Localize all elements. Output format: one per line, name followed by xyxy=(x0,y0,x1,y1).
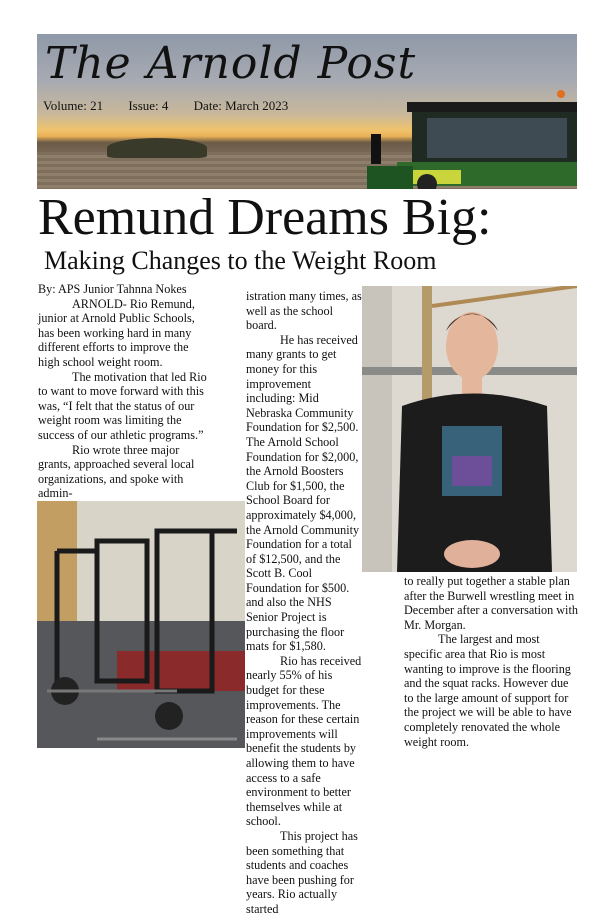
paragraph: Rio wrote three major grants, approached several local organizations, and spoke with admin- xyxy=(38,442,195,501)
weight-room-photo xyxy=(37,501,245,748)
volume-label: Volume: 21 xyxy=(43,98,104,113)
article-column-1 xyxy=(38,282,210,501)
rio-remund-photo xyxy=(362,286,577,572)
issue-label: Issue: 4 xyxy=(128,98,169,113)
date-label: Date: March 2023 xyxy=(193,98,289,113)
article-column-2 xyxy=(246,289,362,917)
paragraph: The largest and most specific area that Rio is most wanting to improve is the flooring and the squat racks. However due to the large amount of support for the project we will be able to have completely renovated the whole weight room. xyxy=(404,632,572,749)
masthead-trees xyxy=(107,138,207,158)
newspaper-title: The Arnold Post xyxy=(45,38,417,89)
subheadline: Making Changes to the Weight Room xyxy=(44,246,437,275)
issue-info xyxy=(43,98,310,114)
tractor-image xyxy=(367,74,577,189)
paragraph: The motivation that led Rio to want to move forward with this was, “I felt that the status of our weight room was limiting the success of our athletic programs.” xyxy=(38,369,207,442)
paragraph: ARNOLD- Rio Remund, junior at Arnold Public Schools, has been working hard in many different efforts to improve the high school weight room. xyxy=(38,296,195,369)
paragraph: He has received many grants to get money for this improvement including: Mid Nebraska Community Foundation for $2,500. The Arnold School Foundation for $2,000, the Arnold Boosters Club for $1,500, the School Board for approximately $4,000, the Arnold Community Foundation for a total of $12,500, and the Scott B. Cool Foundation for $500. and also the NHS Senior Project is purchasing the floor mats for $1,580. xyxy=(246,332,360,654)
masthead xyxy=(37,34,577,189)
article-column-3 xyxy=(404,574,578,749)
paragraph: This project has been something that students and coaches have been pushing for years. Rio actually started xyxy=(246,828,358,916)
headline: Remund Dreams Big: xyxy=(38,189,492,246)
paragraph: Rio has received nearly 55% of his budget for these improvements. The reason for these certain improvements will benefit the students by allowing them to have access to a safe environment to better themselves while at school. xyxy=(246,653,362,829)
paragraph: to really put together a stable plan after the Burwell wrestling meet in December after a conversation with Mr. Morgan. xyxy=(404,574,578,632)
byline: By: APS Junior Tahnna Nokes xyxy=(38,282,187,296)
paragraph: istration many times, as well as the school board. xyxy=(246,289,362,333)
